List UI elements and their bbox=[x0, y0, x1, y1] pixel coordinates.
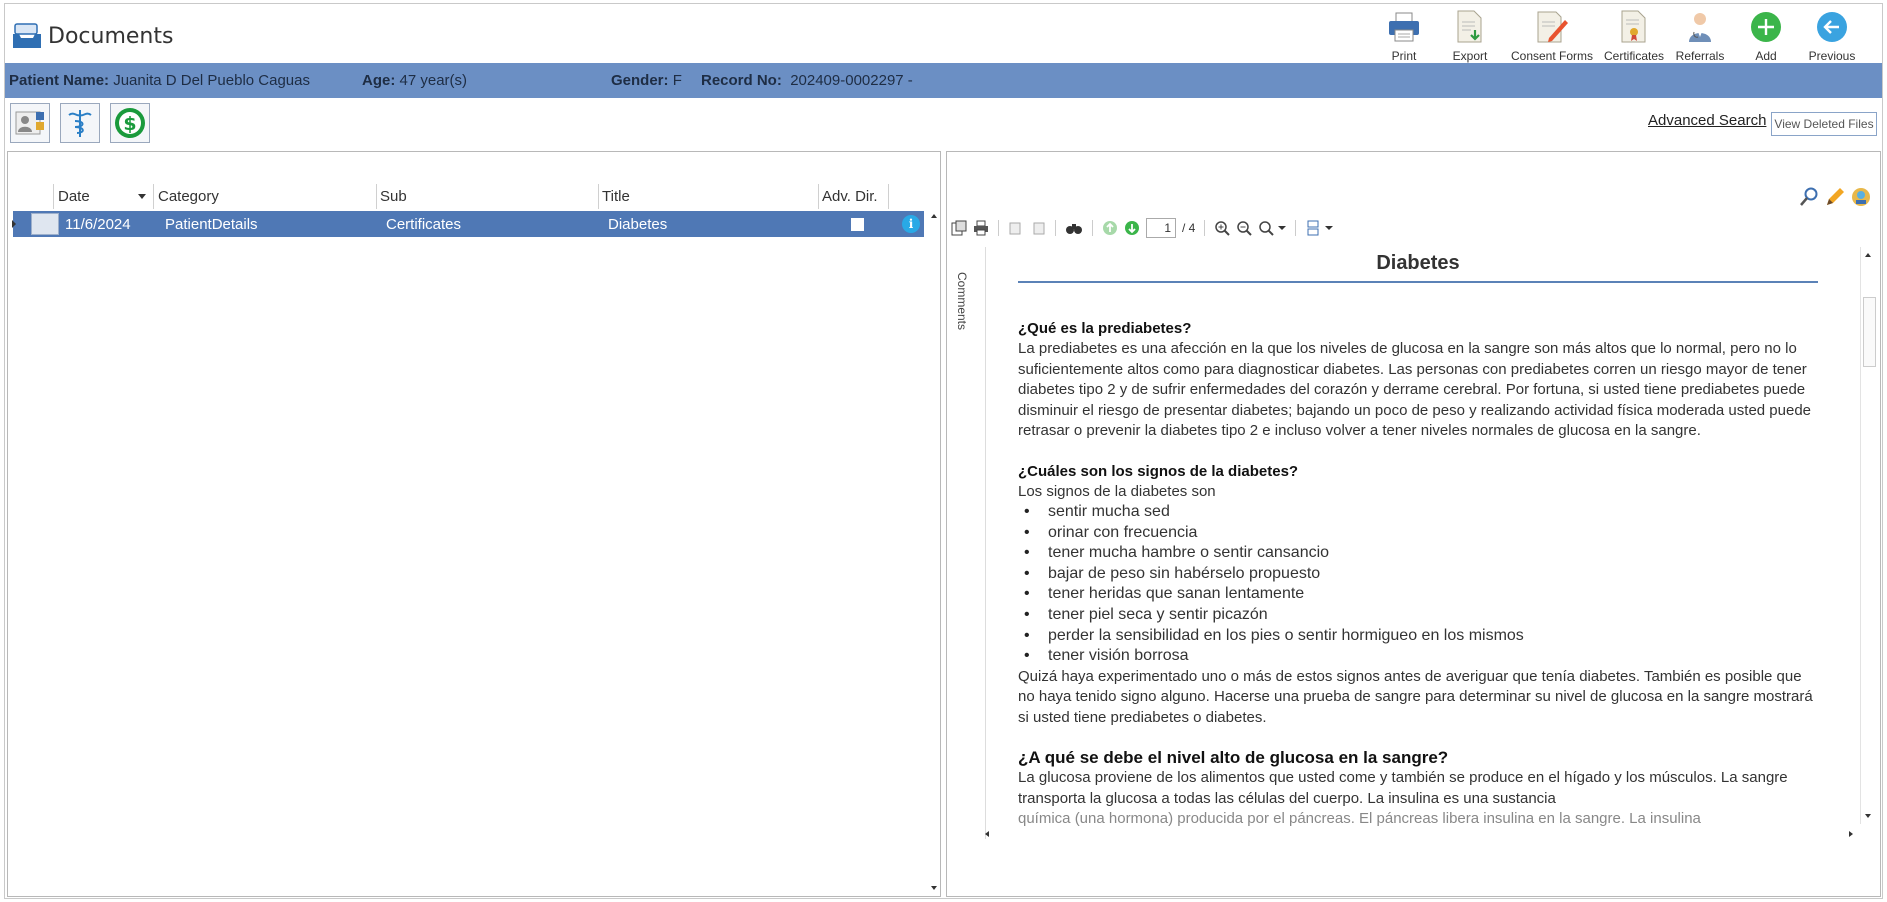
page-nav-icon bbox=[1008, 220, 1024, 236]
consent-forms-button[interactable]: Consent Forms bbox=[1503, 8, 1601, 64]
document-page bbox=[985, 247, 1865, 839]
scroll-up-icon[interactable] bbox=[931, 214, 937, 218]
info-icon[interactable]: i bbox=[902, 215, 920, 233]
previous-button[interactable]: Previous bbox=[1799, 8, 1865, 64]
back-arrow-icon bbox=[1816, 8, 1848, 46]
add-button[interactable]: Add bbox=[1733, 8, 1799, 64]
pencil-icon[interactable] bbox=[1824, 186, 1846, 208]
section-paragraph: Los signos de la diabetes son bbox=[1018, 482, 1216, 500]
toolbar-separator bbox=[1092, 220, 1093, 236]
cell-sub: Certificates bbox=[386, 216, 462, 233]
find-button[interactable] bbox=[1065, 219, 1083, 237]
print-button[interactable]: Print bbox=[1371, 8, 1437, 64]
zoom-out-icon bbox=[1236, 220, 1252, 236]
column-separator bbox=[598, 184, 599, 209]
page-view-icon bbox=[1305, 220, 1321, 236]
patient-banner bbox=[5, 63, 1882, 98]
id-card-icon bbox=[14, 108, 46, 138]
column-category[interactable]: Category bbox=[158, 188, 219, 205]
column-sub[interactable]: Sub bbox=[380, 188, 407, 205]
viewer-toolbar bbox=[951, 217, 1333, 239]
scroll-right-icon[interactable] bbox=[1849, 831, 1853, 837]
caduceus-icon bbox=[65, 107, 95, 139]
column-separator bbox=[53, 184, 54, 209]
grid-header bbox=[8, 184, 924, 209]
list-item: • sentir mucha sed bbox=[1018, 502, 1818, 523]
arrow-down-circle-icon bbox=[1124, 220, 1140, 236]
prev-page-button[interactable] bbox=[1102, 219, 1118, 237]
zoom-in-button[interactable] bbox=[1214, 219, 1230, 237]
section-paragraph: La prediabetes es una afección en la que los niveles de glucosa en la sangre son más altos que lo normal, pero no lo suficientemente altos como para diagnosticar diabetes. Las personas con prediabetes corren un riesgo mayor de tener diabetes tipo 2 y de sufrir enfermedades del corazón y derrame cerebral. Por fortuna, si usted tiene prediabetes puede disminuir el riesgo de presentar diabetes; bajando un poco de peso y realizando actividad física moderada usted puede retrasar o prevenir la diabetes tipo 2 e incluso volver a tener niveles normales de glucosa en la sangre. bbox=[1018, 340, 1812, 439]
section-paragraph: La glucosa proviene de los alimentos que usted come y también se produce en el hígado y los músculos. La sangre transporta la glucosa a todas las células del cuerpo. La insulina es una sustancia bbox=[1018, 769, 1788, 807]
patient-age: Age: 47 year(s) bbox=[362, 72, 468, 89]
viewer-print-button[interactable] bbox=[973, 219, 989, 237]
comments-tab[interactable]: Comments bbox=[955, 272, 969, 331]
add-plus-icon bbox=[1750, 8, 1782, 46]
export-document-icon bbox=[1455, 8, 1485, 46]
column-separator bbox=[376, 184, 377, 209]
certificate-icon bbox=[1619, 8, 1649, 46]
list-item: • perder la sensibilidad en los pies o sentir hormigueo en los mismos bbox=[1018, 626, 1818, 647]
row-indicator-icon bbox=[12, 220, 16, 228]
last-page-button[interactable] bbox=[1030, 219, 1046, 237]
medical-button[interactable] bbox=[60, 103, 100, 143]
section-heading: ¿Cuáles son los signos de la diabetes? bbox=[1018, 462, 1299, 480]
viewer-top-icons bbox=[1798, 186, 1872, 208]
binoculars-icon bbox=[1065, 220, 1083, 236]
list-item: • tener piel seca y sentir picazón bbox=[1018, 605, 1818, 626]
patient-record: Record No: 202409-0002297 - bbox=[701, 72, 913, 89]
list-item: • tener mucha hambre o sentir cansancio bbox=[1018, 543, 1818, 564]
zoom-out-button[interactable] bbox=[1236, 219, 1252, 237]
patient-name: Patient Name: Juanita D Del Pueblo Caguas bbox=[9, 72, 310, 89]
row-selector[interactable] bbox=[31, 213, 59, 235]
next-page-button[interactable] bbox=[1124, 219, 1140, 237]
doctor-icon bbox=[1684, 8, 1716, 46]
view-deleted-files-button[interactable]: View Deleted Files bbox=[1771, 112, 1877, 136]
zoom-dropdown-button[interactable] bbox=[1258, 219, 1286, 237]
scroll-left-icon[interactable] bbox=[985, 831, 989, 837]
scroll-thumb[interactable] bbox=[1863, 297, 1876, 367]
chevron-down-icon bbox=[1325, 226, 1333, 230]
column-date[interactable]: Date bbox=[58, 188, 90, 205]
toolbar-separator bbox=[1295, 220, 1296, 236]
cell-date: 11/6/2024 bbox=[65, 216, 131, 233]
stamp-icon[interactable] bbox=[1850, 186, 1872, 208]
copy-doc-icon bbox=[951, 220, 967, 236]
adv-dir-checkbox[interactable] bbox=[851, 218, 864, 231]
cell-title: Diabetes bbox=[608, 216, 668, 233]
advanced-search-link[interactable]: Advanced Search bbox=[1648, 112, 1767, 129]
document-content bbox=[1018, 247, 1818, 830]
svg-text:$: $ bbox=[123, 113, 137, 135]
scroll-down-icon[interactable] bbox=[931, 886, 937, 890]
patient-gender: Gender: F bbox=[611, 72, 682, 89]
printer-icon bbox=[973, 220, 989, 236]
signs-list bbox=[1018, 502, 1818, 667]
column-adv-dir[interactable]: Adv. Dir. bbox=[822, 188, 878, 205]
patient-details-button[interactable] bbox=[10, 103, 50, 143]
column-separator bbox=[818, 184, 819, 209]
document-viewer bbox=[946, 151, 1881, 897]
sort-desc-icon bbox=[138, 194, 146, 199]
zoom-icon bbox=[1258, 220, 1274, 236]
section-paragraph: Quizá haya experimentado uno o más de estos signos antes de averiguar que tenía diabetes. También es posible que no haya tenido signo alguno. Hacerse una prueba de sangre para determinar su nivel de glucosa en la sangre mostrará si usted tiene prediabetes o diabetes. bbox=[1018, 667, 1813, 726]
toolbar-separator bbox=[1055, 220, 1056, 236]
column-title[interactable]: Title bbox=[602, 188, 630, 205]
printer-icon bbox=[1387, 8, 1421, 46]
dollar-icon bbox=[113, 106, 147, 140]
list-item: • tener heridas que sanan lentamente bbox=[1018, 584, 1818, 605]
page-view-dropdown[interactable] bbox=[1305, 219, 1333, 237]
toolbar-separator bbox=[1204, 220, 1205, 236]
documents-tray-icon bbox=[12, 22, 42, 50]
documents-grid bbox=[7, 151, 941, 897]
toolbar-separator bbox=[998, 220, 999, 236]
title-bar bbox=[4, 4, 1883, 64]
section-heading: ¿A qué se debe el nivel alto de glucosa en la sangre? bbox=[1018, 748, 1449, 768]
main-toolbar bbox=[1371, 8, 1865, 64]
arrow-up-circle-icon bbox=[1102, 220, 1118, 236]
magnifier-icon[interactable] bbox=[1798, 186, 1820, 208]
page-nav-icon bbox=[1030, 220, 1046, 236]
first-page-button[interactable] bbox=[1008, 219, 1024, 237]
form-pencil-icon bbox=[1535, 8, 1569, 46]
billing-button[interactable] bbox=[110, 103, 150, 143]
export-button[interactable]: Export bbox=[1437, 8, 1503, 64]
section-paragraph-faded: química (una hormona) producida por el páncreas. El páncreas libera insulina en la sangre. La insulina bbox=[1018, 810, 1701, 828]
list-item: • bajar de peso sin habérselo propuesto bbox=[1018, 564, 1818, 585]
save-copy-button[interactable] bbox=[951, 219, 967, 237]
list-item: • orinar con frecuencia bbox=[1018, 523, 1818, 544]
scroll-down-icon[interactable] bbox=[1865, 814, 1871, 818]
document-horizontal-scrollbar[interactable] bbox=[983, 827, 1855, 841]
chevron-down-icon bbox=[1278, 226, 1286, 230]
zoom-in-icon bbox=[1214, 220, 1230, 236]
cell-category: PatientDetails bbox=[165, 216, 258, 233]
table-row[interactable] bbox=[13, 211, 924, 237]
list-item: • tener visión borrosa bbox=[1018, 646, 1818, 667]
page-total: / 4 bbox=[1182, 221, 1196, 235]
page-number-input[interactable]: 1 bbox=[1146, 218, 1176, 238]
referrals-button[interactable]: Referrals bbox=[1667, 8, 1733, 64]
column-separator bbox=[153, 184, 154, 209]
section-heading: ¿Qué es la prediabetes? bbox=[1018, 320, 1192, 337]
page-title: Documents bbox=[48, 24, 174, 49]
certificates-button[interactable]: Certificates bbox=[1601, 8, 1667, 64]
document-title: Diabetes bbox=[1018, 247, 1818, 283]
column-separator bbox=[888, 184, 889, 209]
grid-vertical-scrollbar[interactable] bbox=[927, 208, 940, 896]
scroll-up-icon[interactable] bbox=[1865, 253, 1871, 257]
document-vertical-scrollbar[interactable] bbox=[1860, 247, 1876, 824]
